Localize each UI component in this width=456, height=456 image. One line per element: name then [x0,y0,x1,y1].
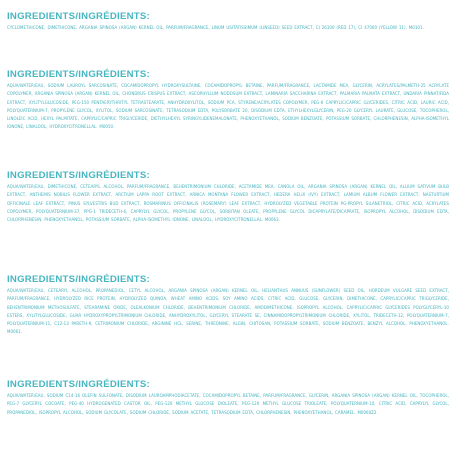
ingredient-list: CYCLOMETHICONE, DIMETHICONE, ARGANIA SPINOSA (ARGAN) KERNEL OIL, PARFUM/FRAGRANCE, LINUM USITATISSIMUM (LINSEED) SEED EXTRACT, CI 26100 (RED 17), CI 47000 (YELLOW 11). M0101. [7,26,424,31]
ingredient-section [7,11,449,33]
ingredient-list: AQUA/WATER/EAU, SODIUM LAUROYL SARCOSINATE, COCAMIDOPROPYL HYDROXYSULTAINE, COCAMIDOPROPYL BETAINE, PARFUM/FRAGRANCE, LACTAMIDE MEA, GLYCERIN, ACRYLATES/PALMETH-25 ACRYLATE COPOLYMER, ARGANIA SPINOSA (ARGAN) KERNEL OIL, CHONDRUS CRISPUS EXTRACT, ASCOPHYLLUM NODOSUM EXTRACT, LAMINARIA SACCHARINA EXTRACT, PALMARIA PALMATA EXTRACT, UNDARIA PINNATIFIDA EXTRACT, XYLITYLGLUCOSIDE, PEG-150 PENTAERYTHRITYL TETRASTEARATE, ANHYDROXYLITOL, SODIUM PCA, STYRENE/ACRYLATES COPOLYMER, PEG-6 CAPRYLIC/CAPRIC GLYCERIDES, CITRIC ACID, LAURIC ACID, POLYQUATERNIUM-7, PROPYLENE GLYCOL, XYLITOL, SODIUM SARCOSINATE, TETRASODIUM EDTA, POLYSORBATE 20, DISODIUM EDTA, ETHYLHEXYLGLYCERIN, PEG-20 GLYCERYL LAURATE, GLUCOSE, TOCOPHEROL, LINOLEIC ACID, HEXYL PALMITATE, CAPRYLIC/CAPRIC TRIGLYCERIDE, DIETHYLHEXYL SYRINGYLIDENEMALONATE, PHENOXYETHANOL, SODIUM BENZOATE, POTASSIUM SORBATE, CHLORPHENESIN, ALPHA-ISOMETHYL IONONE, LINALOOL, HYDROXYCITRONELLAL. M0050. [7,84,449,131]
ingredient-list: AQUA/WATER/EAU, CETEARYL ALCOHOL, PROPANEDIOL, CETYL ALCOHOL, ARGANIA SPINOSA (ARGAN) KERNEL OIL, HELIANTHUS ANNUUS (SUNFLOWER) SEED OIL, HORDEUM VULGARE SEED EXTRACT, PARFUM/FRAGRANCE, HYDROLYZED RICE PROTEIN, HYDROLYZED QUINOA, WHEAT AMINO ACIDS, SOY AMINO ACIDS, CITRIC ACID, GLUCOSE, GLYCERIN, DIMETHICONE, CAPRYLIC/CAPRIC TRIGLYCERIDE, BEHENTRIMONIUM METHOSULFATE, STEARAMINE OXIDE, OLEALKONIUM CHLORIDE, BEHENTRIMONIUM CHLORIDE, AMODIMETHICONE, ISOPROPYL ALCOHOL, CAPRYLIC/CAPRIC GLYCERIDES POLYGLYCERYL-10 ESTERS, XYLITYLGLUCOSIDE, GUAR HYDROXYPROPYLTRIMONIUM CHLORIDE, ANHYDROXYLITOL, GLYCERYL STEARATE SE, CINNAMIDOPROPYLTRIMONIUM CHLORIDE, XYLITOL, TRIDECETH-12, POLYQUATERNIUM-7, POLYQUATERNIUM-11, C12-13 PARETH-9, CETRIMONIUM CHLORIDE, ARGININE HCL, SERINE, THREONINE, ALGIN, CHITOSAN, POTASSIUM SORBATE, SODIUM BENZOATE, BENZYL ALCOHOL, PHENOXYETHANOL. M0061. [7,289,449,336]
ingredient-section [7,379,449,418]
section-heading: INGREDIENTS/INGRÉDIENTS: [7,11,150,22]
ingredient-list: AQUA/WATER/EAU, SODIUM C14-16 OLEFIN SULFONATE, DISODIUM LAUROAMPHODIACETATE, COCAMIDOPROPYL BETAINE, PARFUM/FRAGRANCE, GLYCERIN, ARGANIA SPINOSA (ARGAN) KERNEL OIL, TOCOPHEROL, PEG-7 GLYCERYL COCOATE, PEG-40 HYDROGENATED CASTOR OIL, PEG-120 METHYL GLUCOSE DIOLEATE, PEG-120 METHYL GLUCOSE TRIOLEATE, POLYQUATERNIUM-10, CITRIC ACID, CAPRYLYL GLYCOL, PROPANEDIOL, ISOPROPYL ALCOHOL, SODIUM GLYCOLATE, SODIUM CHLORIDE, SODIUM ACETATE, TETRASODIUM EDTA, CHLORPHENESIN, PHENOXYETHANOL, CARAMEL. M0060Z2. [7,394,449,416]
section-heading: INGREDIENTS/INGRÉDIENTS: [7,379,150,390]
section-heading: INGREDIENTS/INGRÉDIENTS: [7,69,150,80]
ingredient-list: AQUA/WATER/EAU, DIMETHICONE, CETEARYL ALCOHOL, PARFUM/FRAGRANCE, BEHENTRIMONIUM CHLORIDE, ACETAMIDE MEA, CANOLA OIL, ARGANIA SPINOSA (ARGAN) KERNEL OIL, ALLIUM SATIVUM BULB EXTRACT, ANTHEMIS NOBILIS FLOWER EXTRACT, ARCTIUM LAPPA ROOT EXTRACT, ARNICA MONTANA FLOWER EXTRACT, HEDERA HELIX (IVY) EXTRACT, LAMIUM ALBUM FLOWER EXTRACT, NASTURTIUM OFFICINALE LEAF EXTRACT, PINUS SYLVESTRIS BUD EXTRACT, ROSMARINUS OFFICINALIS (ROSEMARY) LEAF EXTRACT, HYDROLYZED VEGETABLE PROTEIN PG-PROPYL SILANETRIOL, CITRIC ACID, ACRYLATES COPOLYMER, POLYQUATERNIUM-37, PPG-1 TRIDECETH-6, CAPRYLYL GLYCOL, PROPYLENE GLYCOL, SORBITAN OLEATE, PROPYLENE GLYCOL DICAPRYLATE/DICAPRATE, ISOPROPYL ALCOHOL, DISODIUM EDTA, CHLORPHENESIN, PHENOXYETHANOL, POTASSIUM SORBATE, ALPHA-ISOMETHYL IONONE, LINALOOL, HYDROXYCITRONELLAL. M0063. [7,185,449,224]
section-heading: INGREDIENTS/INGRÉDIENTS: [7,170,150,181]
ingredient-section [7,274,449,338]
ingredients-label [7,0,449,456]
ingredient-section [7,170,449,225]
ingredient-section [7,69,449,133]
section-heading: INGREDIENTS/INGRÉDIENTS: [7,274,150,285]
